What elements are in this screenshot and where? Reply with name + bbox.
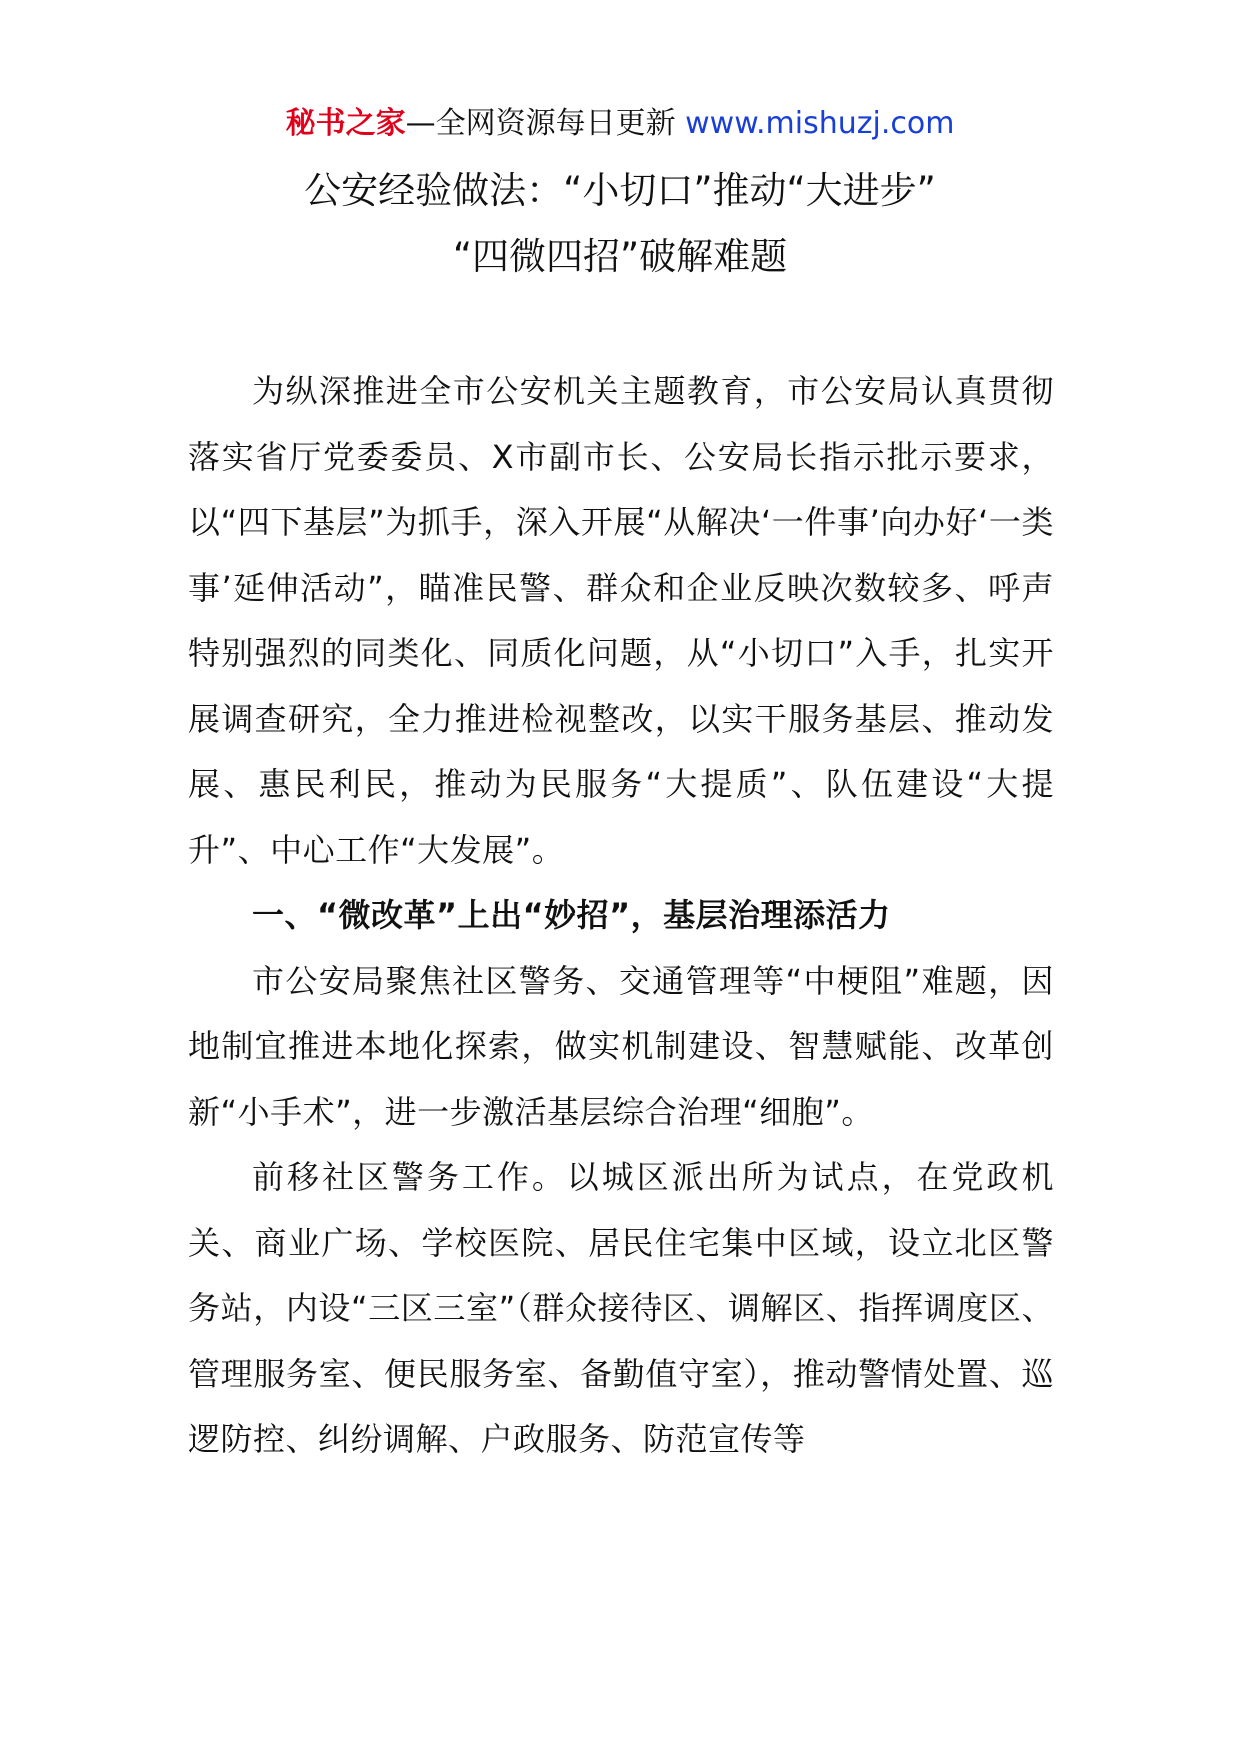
header-tagline: —全网资源每日更新 — [405, 106, 686, 141]
site-url-link[interactable]: www.mishuzj.com — [685, 106, 955, 141]
section-heading-1: 一、“微改革”上出“妙招”，基层治理添活力 — [252, 896, 891, 934]
site-header — [0, 104, 1240, 144]
document-title-line-1: 公安经验做法：“小切口”推动“大进步” — [304, 169, 936, 212]
paragraph-section-1: 市公安局聚焦社区警务、交通管理等“中梗阻”难题，因地制宜推进本地化探索，做实机制建设、智慧赋能、改革创新“小手术”，进一步激活基层综合治理“细胞”。 — [188, 961, 1054, 1131]
document-title-line-2: “四微四招”破解难题 — [452, 235, 788, 278]
paragraph-community-policing: 前移社区警务工作。以城区派出所为试点，在党政机关、商业广场、学校医院、居民住宅集中区域，设立北区警务站，内设“三区三室”（群众接待区、调解区、指挥调度区、管理服务室、便民服务室、备勤值守室），推动警情处置、巡逻防控、纠纷调解、户政服务、防范宣传等 — [188, 1158, 1054, 1458]
document-body — [188, 359, 1054, 1473]
paragraph-intro: 为纵深推进全市公安机关主题教育，市公安局认真贯彻落实省厅党委委员、X市副市长、公安局长指示批示要求，以“四下基层”为抓手，深入开展“从解决‘一件事’向办好‘一类事’延伸活动”，瞄准民警、群众和企业反映次数较多、呼声特别强烈的同类化、同质化问题，从“小切口”入手，扎实开展调查研究，全力推进检视整改，以实干服务基层、推动发展、惠民利民，推动为民服务“大提质”、队伍建设“大提升”、中心工作“大发展”。 — [188, 372, 1054, 869]
brand-name: 秘书之家 — [285, 106, 406, 141]
